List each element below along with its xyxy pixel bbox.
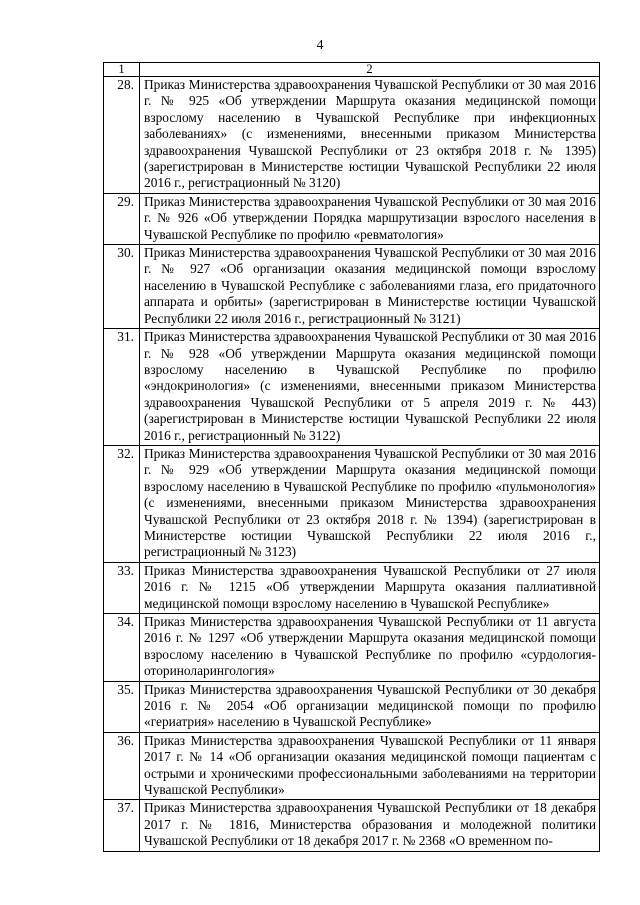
table-row bbox=[104, 732, 600, 800]
table-header-row bbox=[104, 63, 600, 77]
row-text: Приказ Министерства здравоохранения Чувашской Республики от 30 мая 2016 г. № 928 «Об утверждении Маршрута оказания медицинской помощи взрослому населению в Чувашской Республике по профилю «эндокринология» (с изменениями, внесенными приказом Министерства здравоохранения Чувашской Республики от 5 апреля 2019 г. № 443) (зарегистрирован в Министерстве юстиции Чувашской Республики 22 июля 2016 г., регистрационный № 3122) bbox=[140, 329, 600, 446]
column-header-number: 1 bbox=[104, 63, 140, 77]
row-number: 33. bbox=[104, 562, 140, 613]
row-text: Приказ Министерства здравоохранения Чувашской Республики от 27 июля 2016 г. № 1215 «Об утверждении Маршрута оказания паллиативной медицинской помощи взрослому населению в Чувашской Республике» bbox=[140, 562, 600, 613]
row-text: Приказ Министерства здравоохранения Чувашской Республики от 11 января 2017 г. № 14 «Об организации оказания медицинской помощи пациентам с острыми и хроническими профессиональными заболеваниями на территории Чувашской Республики» bbox=[140, 732, 600, 800]
table-row bbox=[104, 445, 600, 562]
row-number: 29. bbox=[104, 193, 140, 244]
column-header-text: 2 bbox=[140, 63, 600, 77]
page-number: 4 bbox=[316, 38, 324, 53]
row-number: 32. bbox=[104, 445, 140, 562]
row-number: 28. bbox=[104, 77, 140, 194]
table-row bbox=[104, 329, 600, 446]
row-text: Приказ Министерства здравоохранения Чувашской Республики от 30 мая 2016 г. № 929 «Об утверждении Маршрута оказания медицинской помощи взрослому населению в Чувашской Республике по профилю «пульмонология» (с изменениями, внесенными приказом Министерства здравоохранения Чувашской Республики от 23 октября 2018 г. № 1394) (зарегистрирован в Министерстве юстиции Чувашской Республики 22 июля 2016 г., регистрационный № 3123) bbox=[140, 445, 600, 562]
row-number: 37. bbox=[104, 800, 140, 851]
row-number: 31. bbox=[104, 329, 140, 446]
row-text: Приказ Министерства здравоохранения Чувашской Республики от 11 августа 2016 г. № 1297 «Об утверждении Маршрута оказания медицинской помощи взрослому населению в Чувашской Республике по профилю «сурдология-оториноларингология» bbox=[140, 614, 600, 682]
row-text: Приказ Министерства здравоохранения Чувашской Республики от 30 мая 2016 г. № 926 «Об утверждении Порядка маршрутизации взрослого населения в Чувашской Республике по профилю «ревматология» bbox=[140, 193, 600, 244]
document-table bbox=[103, 62, 600, 852]
row-text: Приказ Министерства здравоохранения Чувашской Республики от 18 декабря 2017 г. № 1816, Министерства образования и молодежной политики Чувашской Республики от 18 декабря 2017 г. № 2368 «О временном по- bbox=[140, 800, 600, 851]
table-row bbox=[104, 681, 600, 732]
row-number: 34. bbox=[104, 614, 140, 682]
row-number: 30. bbox=[104, 245, 140, 329]
row-text: Приказ Министерства здравоохранения Чувашской Республики от 30 мая 2016 г. № 927 «Об организации оказания медицинской помощи взрослому населению в Чувашской Республике с заболеваниями глаза, его придаточного аппарата и орбиты» (зарегистрирован в Министерстве юстиции Чувашской Республики 22 июля 2016 г., регистрационный № 3121) bbox=[140, 245, 600, 329]
table-row bbox=[104, 77, 600, 194]
row-text: Приказ Министерства здравоохранения Чувашской Республики от 30 декабря 2016 г. № 2054 «Об организации медицинской помощи по профилю «гериатрия» населению в Чувашской Республике» bbox=[140, 681, 600, 732]
row-text: Приказ Министерства здравоохранения Чувашской Республики от 30 мая 2016 г. № 925 «Об утверждении Маршрута оказания медицинской помощи взрослому населению в Чувашской Республике при инфекционных заболеваниях» (с изменениями, внесенными приказом Министерства здравоохранения Чувашской Республики от 23 октября 2018 г. № 1395) (зарегистрирован в Министерстве юстиции Чувашской Республики 22 июля 2016 г., регистрационный № 3120) bbox=[140, 77, 600, 194]
table-row bbox=[104, 193, 600, 244]
table-row bbox=[104, 614, 600, 682]
row-number: 36. bbox=[104, 732, 140, 800]
row-number: 35. bbox=[104, 681, 140, 732]
table-row bbox=[104, 245, 600, 329]
table-row bbox=[104, 562, 600, 613]
table-row bbox=[104, 800, 600, 851]
